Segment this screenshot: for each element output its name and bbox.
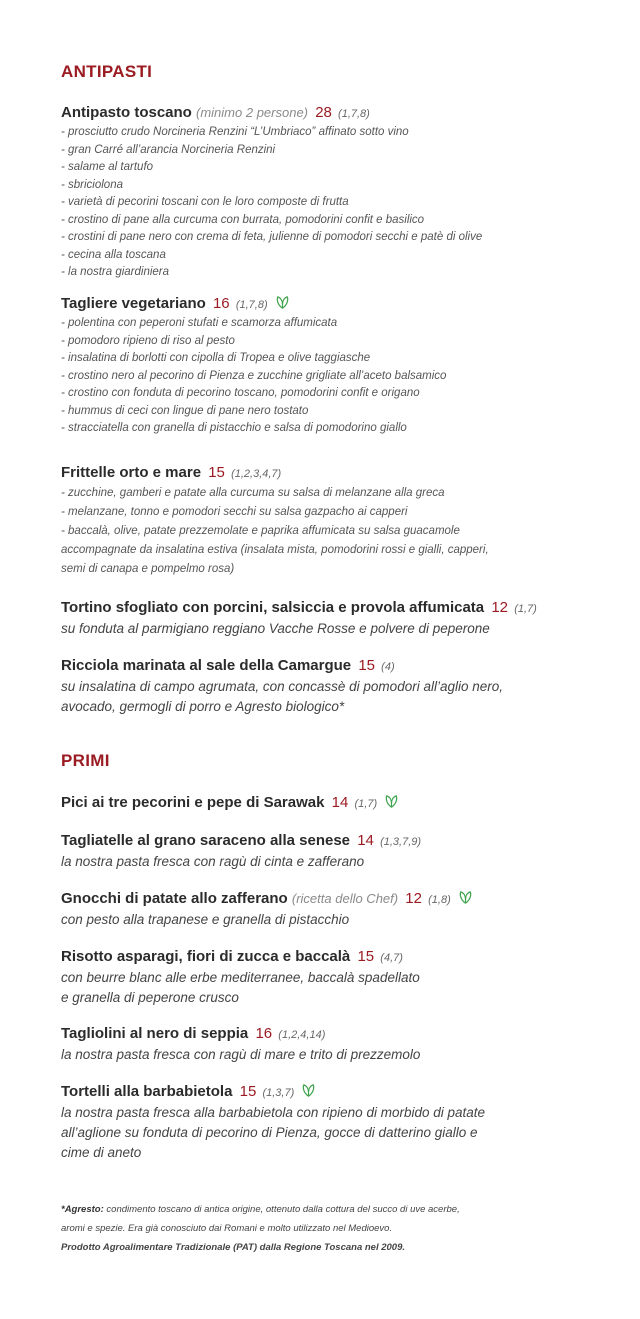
dish-price: 15 xyxy=(357,948,375,965)
pat-note: Prodotto Agroalimentare Tradizionale (PAT) dalla Regione Toscana nel 2009. xyxy=(61,1242,406,1253)
dish-price: 12 xyxy=(405,890,422,907)
dish-description xyxy=(61,910,621,930)
list-item: - hummus di ceci con lingue di pane nero tostato xyxy=(61,404,309,417)
dish-allergens: (1,7,8) xyxy=(235,299,268,311)
dish-description xyxy=(61,677,621,717)
dish-allergens: (1,3,7,9) xyxy=(380,836,422,848)
list-item: - sbriciolona xyxy=(61,178,123,191)
dish-price: 12 xyxy=(491,599,509,616)
dish-price: 15 xyxy=(208,464,225,481)
list-item: - zucchine, gamberi e patate alla curcuma su salsa di melanzane alla greca xyxy=(61,487,445,499)
dish-description xyxy=(61,619,621,639)
dish-tortino xyxy=(61,598,621,639)
dish-price: 28 xyxy=(315,104,332,121)
dish-tagliere-vegetariano xyxy=(61,294,621,438)
dish-allergens: (1,7) xyxy=(514,603,537,615)
list-item: - crostino di pane alla curcuma con burrata, pomodorini confit e basilico xyxy=(61,213,425,226)
dish-risotto xyxy=(61,947,621,1008)
dish-name: Pici ai tre pecorini e pepe di Sarawak xyxy=(61,794,325,811)
list-item: - gran Carré all’arancia Norcineria Renzini xyxy=(61,143,276,156)
vegetarian-leaf-icon xyxy=(384,794,399,809)
dish-gnocchi xyxy=(61,889,621,930)
dish-tagliolini xyxy=(61,1024,621,1065)
vegetarian-leaf-icon xyxy=(301,1083,316,1098)
dish-name: Frittelle orto e mare xyxy=(61,464,202,481)
list-item: - varietà di pecorini toscani con le loro composte di frutta xyxy=(61,196,349,208)
vegetarian-leaf-icon xyxy=(275,295,290,310)
description-line: con beurre blanc alle erbe mediterranee, baccalà spadellato xyxy=(61,970,420,985)
description-line: su fonduta al parmigiano reggiano Vacche Rosse e polvere di peperone xyxy=(61,621,490,636)
dish-allergens: (1,2,3,4,7) xyxy=(231,468,282,480)
dish-tagliatelle xyxy=(61,831,621,872)
list-item: - crostini di pane nero con crema di feta, julienne di pomodori secchi e patè di olive xyxy=(61,231,483,243)
dish-price: 14 xyxy=(357,832,374,849)
list-item: - baccalà, olive, patate prezzemolate e paprika affumicata su salsa guacamole xyxy=(61,525,460,537)
dish-name: Tagliere vegetariano xyxy=(61,295,206,312)
description-line: con pesto alla trapanese e granella di pistacchio xyxy=(61,912,350,927)
description-line: e granella di peperone crusco xyxy=(61,990,239,1005)
list-item: - la nostra giardiniera xyxy=(61,266,170,278)
dish-name: Tortino sfogliato con porcini, salsiccia e provola affumicata xyxy=(61,599,485,616)
dish-allergens: (1,7,8) xyxy=(338,108,370,120)
list-item: - prosciutto crudo Norcineria Renzini “L’Umbriaco” affinato sotto vino xyxy=(61,126,409,138)
dish-antipasto-toscano xyxy=(61,103,621,282)
description-line: all’aglione su fonduta di pecorino di Pienza, gocce di datterino giallo e xyxy=(61,1125,478,1140)
list-item: - insalatina di borlotti con cipolla di Tropea e olive taggiasche xyxy=(61,352,371,364)
description-line: la nostra pasta fresca alla barbabietola con ripieno di morbido di patate xyxy=(61,1105,486,1120)
description-line: cime di aneto xyxy=(61,1145,142,1160)
dish-items xyxy=(61,484,621,579)
dish-name: Ricciola marinata al sale della Camargue xyxy=(61,657,352,674)
dish-price: 15 xyxy=(358,657,375,674)
agresto-label: *Agresto: xyxy=(61,1204,104,1215)
agresto-footnote xyxy=(61,1200,601,1219)
agresto-text-2: aromi e spezie. Era già conosciuto dai Romani e molto utilizzato nel Medioevo. xyxy=(61,1223,393,1234)
footnote xyxy=(61,1200,601,1257)
list-item: semi di canapa e pompelmo rosa) xyxy=(61,563,235,575)
dish-allergens: (1,3,7) xyxy=(262,1087,295,1099)
dish-description xyxy=(61,852,621,872)
dish-pici xyxy=(61,793,621,814)
dish-name: Gnocchi di patate allo zafferano xyxy=(61,890,288,907)
description-line: la nostra pasta fresca con ragù di cinta e zafferano xyxy=(61,854,365,869)
primi-title: PRIMI xyxy=(61,751,110,770)
description-line: su insalatina di campo agrumata, con concassè di pomodori all’aglio nero, xyxy=(61,679,503,694)
dish-ricciola xyxy=(61,656,621,717)
dish-items xyxy=(61,315,621,438)
dish-description xyxy=(61,1045,621,1065)
agresto-text: condimento toscano di antica origine, ottenuto dalla cottura del succo di uve acerbe, xyxy=(103,1204,460,1215)
description-line: la nostra pasta fresca con ragù di mare e trito di prezzemolo xyxy=(61,1047,421,1062)
description-line: avocado, germogli di porro e Agresto biologico* xyxy=(61,699,345,714)
dish-allergens: (1,2,4,14) xyxy=(278,1029,326,1041)
dish-items xyxy=(61,124,621,282)
dish-description xyxy=(61,1103,621,1163)
dish-name: Risotto asparagi, fiori di zucca e baccalà xyxy=(61,948,351,965)
list-item: accompagnate da insalatina estiva (insalata mista, pomodorini rossi e gialli, capperi, xyxy=(61,544,489,556)
dish-price: 16 xyxy=(255,1025,273,1042)
dish-note: (ricetta dello Chef) xyxy=(291,891,399,906)
dish-name: Tagliatelle al grano saraceno alla senese xyxy=(61,832,351,849)
dish-name: Antipasto toscano xyxy=(61,104,192,121)
dish-allergens: (1,8) xyxy=(428,894,451,906)
list-item: - stracciatella con granella di pistacchio e salsa di pomodorino giallo xyxy=(61,422,407,434)
antipasti-title: ANTIPASTI xyxy=(61,62,153,81)
list-item: - crostino nero al pecorino di Pienza e zucchine grigliate all’aceto balsamico xyxy=(61,369,447,382)
list-item: - salame al tartufo xyxy=(61,161,154,173)
dish-name: Tagliolini al nero di seppia xyxy=(61,1025,249,1042)
dish-price: 15 xyxy=(239,1083,257,1100)
dish-tortelli xyxy=(61,1082,621,1163)
dish-name: Tortelli alla barbabietola xyxy=(61,1083,233,1100)
dish-frittelle xyxy=(61,463,621,579)
list-item: - melanzane, tonno e pomodori secchi su salsa gazpacho ai capperi xyxy=(61,506,408,518)
dish-price: 14 xyxy=(331,794,349,811)
list-item: - pomodoro ripieno di riso al pesto xyxy=(61,334,235,347)
dish-allergens: (4) xyxy=(381,661,395,673)
vegetarian-leaf-icon xyxy=(458,890,473,905)
dish-price: 16 xyxy=(212,295,230,312)
list-item: - polentina con peperoni stufati e scamorza affumicata xyxy=(61,317,338,329)
list-item: - cecina alla toscana xyxy=(61,248,166,261)
dish-allergens: (1,7) xyxy=(354,798,378,810)
list-item: - crostino con fonduta di pecorino toscano, pomodorini confit e origano xyxy=(61,387,420,399)
dish-description xyxy=(61,968,621,1008)
dish-note: (minimo 2 persone) xyxy=(196,105,309,120)
dish-allergens: (4,7) xyxy=(380,952,403,964)
